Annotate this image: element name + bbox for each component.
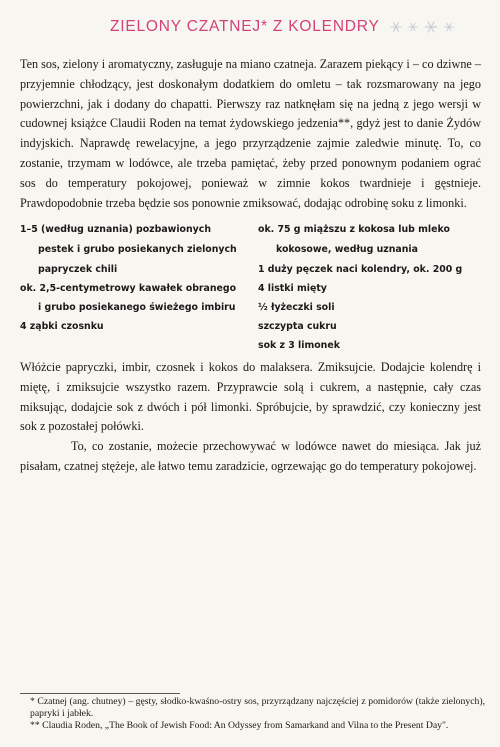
footnote-divider bbox=[20, 693, 180, 694]
ingredients-list bbox=[20, 222, 480, 352]
ingredient-line: 4 ząbki czosnku bbox=[20, 321, 104, 332]
ingredient-line: 1 duży pęczek naci kolendry, ok. 200 g bbox=[258, 264, 463, 275]
ingredient-line: ok. 2,5-centymetrowy kawałek obranego bbox=[20, 283, 237, 294]
title-row bbox=[110, 16, 500, 38]
snowflake-star-icon bbox=[444, 22, 454, 32]
footnote: ** Claudia Roden, „The Book of Jewish Food: An Odyssey from Samarkand and Vilna to the Present Day". bbox=[30, 720, 449, 731]
footnotes bbox=[30, 696, 485, 732]
title-ornament bbox=[390, 20, 454, 34]
method-paragraph: To, co zostanie, możecie przechowywać w lodówce nawet do miesiąca. Jak już pisałam, czatnej stężeje, ale łatwo temu zaradzicie, ogrzewając go do temperatury pokojowej. bbox=[20, 439, 481, 473]
intro-paragraph: Ten sos, zielony i aromatyczny, zasługuje na miano czatneja. Zarazem piekący i – co dziwne – przyjemnie chłodzący, jest doskonałym dodatkiem do omletu – tak rozsmarowany na jego powierzchni, jak i dodany do chapatti. Pierwszy raz natknęłam się na jedną z jego wersji w cudownej książce Claudii Roden na temat żydowskiego jedzenia**, gdyż jest to danie Żydów indyjskich. Naprawdę rewelacyjne, a jego przyrządzenie zajmie zaledwie minutę. To, co zostanie, trzymam w lodówce, ale trzeba pamiętać, żeby przed ponownym podaniem ograć sos do temperatury pokojowej, ponieważ w zimnie kokos twardnieje i gęstnieje. Prawdopodobnie trzeba będzie sos ponownie zmiksować, dodając odrobinę soku z limonki. bbox=[20, 57, 481, 210]
ingredient-line: ok. 75 g miąższu z kokosa lub mleko bbox=[258, 224, 450, 235]
method-paragraph: Włóżcie papryczki, imbir, czosnek i kokos do malaksera. Zmiksujcie. Dodajcie kolendrę i miętę, i zmiksujcie wszystko razem. Przyprawcie solą i cukrem, a następnie, cały czas miksując, dodajcie sok z dwóch i pół limonki. Spróbujcie, by sprawdzić, czy konieczny jest sok z pozostałej połówki. bbox=[20, 360, 481, 434]
ingredient-line: ½ łyżeczki soli bbox=[258, 302, 335, 313]
footnote: * Czatnej (ang. chutney) – gęsty, słodko-kwaśno-ostry sos, przyrządzany najczęściej z pomidorów (także zielonych), papryki i jabłek. bbox=[30, 696, 485, 719]
snowflake-star-icon bbox=[424, 20, 438, 34]
ingredient-line: i grubo posiekanego świeżego imbiru bbox=[38, 302, 236, 313]
ingredient-line: papryczek chili bbox=[38, 264, 118, 275]
recipe-title: ZIELONY CZATNEJ* Z KOLENDRY bbox=[110, 18, 380, 35]
ingredient-line: 4 listki mięty bbox=[258, 283, 327, 294]
ingredient-line: szczypta cukru bbox=[258, 321, 337, 332]
snowflake-star-icon bbox=[390, 21, 402, 33]
snowflake-star-icon bbox=[408, 22, 418, 32]
ingredient-line: sok z 3 limonek bbox=[258, 340, 340, 351]
ingredient-line: pestek i grubo posiekanych zielonych bbox=[38, 244, 237, 255]
ingredient-line: kokosowe, według uznania bbox=[276, 244, 418, 255]
ingredient-line: 1–5 (według uznania) pozbawionych bbox=[20, 224, 212, 235]
method-section bbox=[20, 358, 481, 477]
